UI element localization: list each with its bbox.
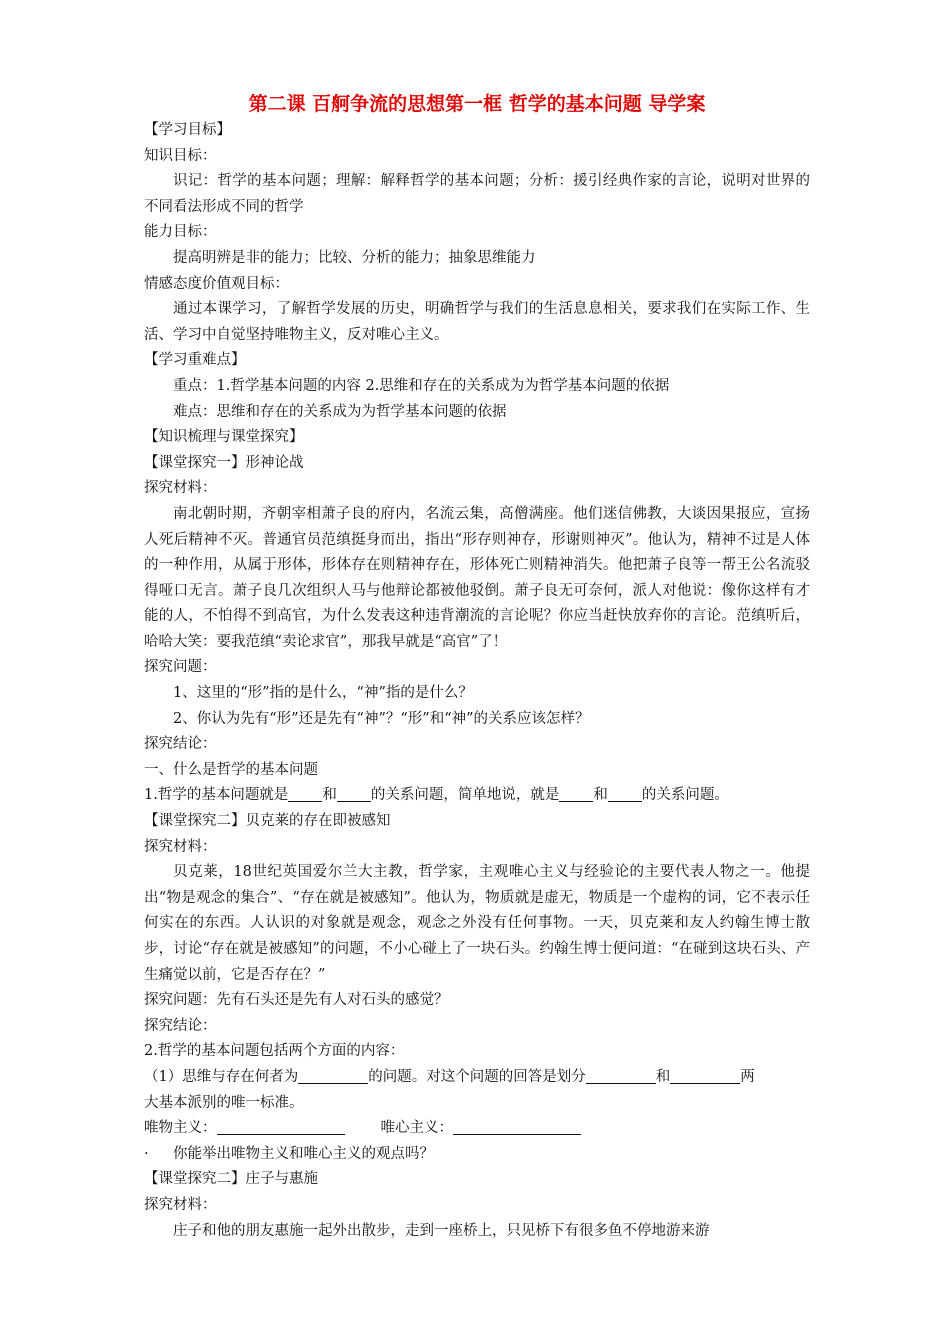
- fill1-text-e: 的关系问题。: [641, 787, 729, 804]
- fill1-text-c: 的关系问题，简单地说，就是: [370, 787, 560, 804]
- fill-in-question-1: [144, 783, 810, 809]
- fill-in-question-2: [144, 1065, 810, 1091]
- blank-3[interactable]: [559, 785, 593, 802]
- blank-7[interactable]: [670, 1067, 740, 1084]
- ability-label: 能力目标：: [144, 224, 217, 241]
- inquiry1-sub-heading: 一、什么是哲学的基本问题: [144, 761, 318, 778]
- fill2-text-d: 两: [740, 1068, 755, 1085]
- inquiry1-material-label: 探究材料：: [144, 480, 217, 497]
- inquiry2-material-label: 探究材料：: [144, 838, 217, 855]
- blank-2[interactable]: [337, 785, 371, 802]
- blank-4[interactable]: [608, 785, 642, 802]
- inquiry2-conclusion-label: 探究结论：: [144, 1017, 217, 1034]
- materialism-label: 唯物主义：: [144, 1120, 217, 1137]
- section-heading: 【知识梳理与课堂探究】: [144, 429, 304, 446]
- bullet-question-text: 你能举出唯物主义和唯心主义的观点吗？: [173, 1145, 434, 1162]
- blank-5[interactable]: [298, 1067, 368, 1084]
- inquiry2-heading: 【课堂探究二】贝克莱的存在即被感知: [144, 813, 391, 830]
- bullet-dot: ·: [144, 1145, 149, 1162]
- fill2-text-c: 和: [655, 1068, 671, 1085]
- blank-materialism[interactable]: [217, 1118, 345, 1135]
- inquiry1-question-2: 2、你认为先有“形”还是先有“神”？“形”和“神”的关系应该怎样？: [173, 710, 590, 727]
- emotion-text: 通过本课学习，了解哲学发展的历史，明确哲学与我们的生活息息相关，要求我们在实际工作、生活、学习中自觉坚持唯物主义，反对唯心主义。: [144, 301, 810, 343]
- inquiry1-conclusion-label: 探究结论：: [144, 736, 217, 753]
- inquiry2-material: 贝克莱，18世纪英国爱尔兰大主教，哲学家，主观唯心主义与经验论的主要代表人物之一。他提出“物是观念的集合”、“存在就是被感知”。他认为，物质就是虚无，物质是一个虚构的词，它不表示任何实在的东西。人认识的对象就是观念，观念之外没有任何事物。一天，贝克莱和友人约翰生博士散步，讨论“存在就是被感知”的问题，不小心碰上了一块石头。约翰生博士便问道：“在碰到这块石头、产生痛觉以前，它是否存在？”: [144, 864, 810, 983]
- inquiry1-question-1: 1、这里的“形”指的是什么，“神”指的是什么？: [173, 685, 473, 702]
- inquiry1-heading: 【课堂探究一】形神论战: [144, 454, 304, 471]
- bullet-question: [144, 1142, 810, 1168]
- inquiry3-material-label: 探究材料：: [144, 1196, 217, 1213]
- materialism-idealism-line: [144, 1116, 810, 1142]
- fill1-text-a: 1.哲学的基本问题就是: [144, 787, 289, 804]
- fill2-text-b: 的问题。对这个问题的回答是划分: [368, 1068, 586, 1085]
- idealism-label: 唯心主义：: [380, 1120, 453, 1137]
- emotion-label: 情感态度价值观目标：: [144, 275, 289, 292]
- key-points-heading: 【学习重难点】: [144, 352, 246, 369]
- knowledge-label: 知识目标：: [144, 147, 217, 164]
- fill1-text-b: 和: [322, 787, 337, 804]
- blank-6[interactable]: [586, 1067, 656, 1084]
- inquiry2-point-2: 2.哲学的基本问题包括两个方面的内容：: [144, 1043, 405, 1060]
- key-point-focus: 重点：1.哲学基本问题的内容 2.思维和存在的关系成为为哲学基本问题的依据: [173, 377, 670, 394]
- inquiry1-material: 南北朝时期，齐朝宰相萧子良的府内，名流云集，高僧满座。他们迷信佛教，大谈因果报应，宣扬人死后精神不灭。普通官员范缜挺身而出，指出“形存则神存，形谢则神灭”。他认为，精神不过是人体的一种作用，从属于形体，形体存在则精神存在，形体死亡则精神消失。他把萧子良等一帮王公名流驳得哑口无言。萧子良几次组织人马与他辩论都被他驳倒。萧子良无可奈何，派人对他说：像你这样有才能的人，不怕得不到高官，为什么发表这种违背潮流的言论呢？你应当赶快放弃你的言论。范缜听后，哈哈大笑：要我范缜“卖论求官”，那我早就是“高官”了！: [144, 505, 810, 650]
- fill1-text-d: 和: [593, 787, 608, 804]
- blank-idealism[interactable]: [453, 1118, 581, 1135]
- document-title: 第二课 百舸争流的思想第一框 哲学的基本问题 导学案: [248, 93, 706, 115]
- blank-1[interactable]: [288, 785, 322, 802]
- inquiry3-heading: 【课堂探究二】庄子与惠施: [144, 1171, 318, 1188]
- inquiry1-question-label: 探究问题：: [144, 659, 217, 676]
- objectives-heading: 【学习目标】: [144, 122, 231, 138]
- ability-text: 提高明辨是非的能力；比较、分析的能力；抽象思维能力: [173, 249, 536, 266]
- knowledge-text: 识记：哲学的基本问题；理解：解释哲学的基本问题；分析：援引经典作家的言论，说明对世界的不同看法形成不同的哲学: [144, 173, 810, 215]
- document-page: [144, 90, 810, 1244]
- fill2-continuation: 大基本派别的唯一标准。: [144, 1094, 304, 1111]
- key-point-difficulty: 难点：思维和存在的关系成为为哲学基本问题的依据: [173, 403, 507, 420]
- fill2-text-a: （1）思维与存在何者为: [144, 1068, 299, 1085]
- inquiry2-question: 探究问题：先有石头还是先有人对石头的感觉？: [144, 992, 449, 1009]
- inquiry3-material: 庄子和他的朋友惠施一起外出散步，走到一座桥上，只见桥下有很多鱼不停地游来游: [173, 1222, 710, 1239]
